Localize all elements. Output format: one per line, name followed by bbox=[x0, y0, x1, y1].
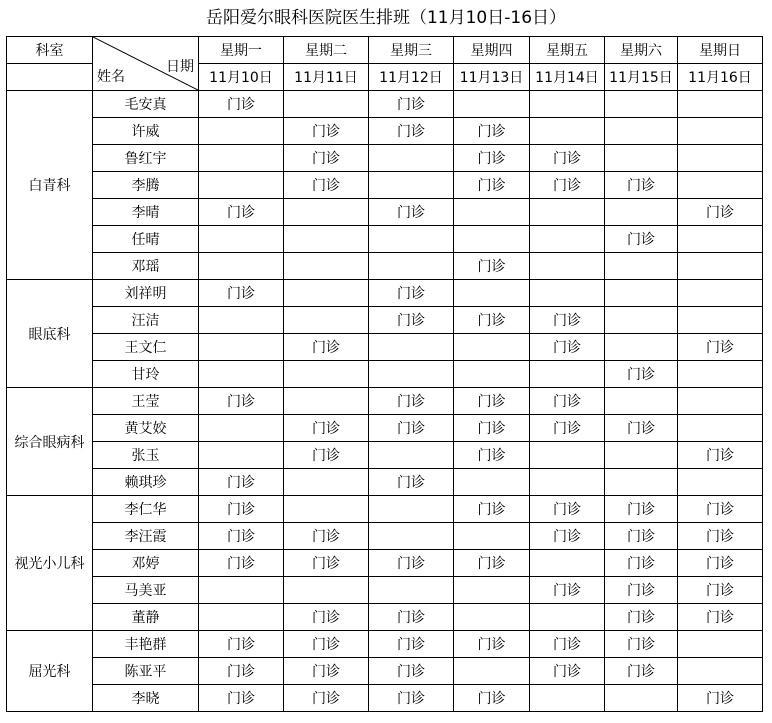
table-row bbox=[7, 658, 763, 685]
shift-cell: 门诊 bbox=[678, 550, 763, 577]
shift-cell bbox=[369, 253, 454, 280]
table-row bbox=[7, 685, 763, 712]
doctor-name-cell: 陈亚平 bbox=[93, 658, 199, 685]
table-row bbox=[7, 415, 763, 442]
table-row bbox=[7, 604, 763, 631]
shift-cell bbox=[454, 226, 530, 253]
table-row bbox=[7, 496, 763, 523]
shift-cell: 门诊 bbox=[678, 199, 763, 226]
shift-cell bbox=[454, 91, 530, 118]
shift-cell bbox=[199, 118, 284, 145]
schedule-table bbox=[6, 36, 763, 712]
shift-cell: 门诊 bbox=[369, 658, 454, 685]
shift-cell: 门诊 bbox=[605, 604, 678, 631]
table-row bbox=[7, 226, 763, 253]
shift-cell: 门诊 bbox=[678, 685, 763, 712]
doctor-name-cell: 甘玲 bbox=[93, 361, 199, 388]
shift-cell bbox=[678, 280, 763, 307]
shift-cell bbox=[678, 226, 763, 253]
department-cell: 综合眼病科 bbox=[7, 388, 93, 496]
shift-cell: 门诊 bbox=[530, 307, 605, 334]
shift-cell bbox=[369, 172, 454, 199]
shift-cell bbox=[678, 469, 763, 496]
table-row bbox=[7, 469, 763, 496]
shift-cell bbox=[678, 388, 763, 415]
doctor-name-cell: 许威 bbox=[93, 118, 199, 145]
shift-cell: 门诊 bbox=[369, 118, 454, 145]
shift-cell: 门诊 bbox=[199, 91, 284, 118]
table-row bbox=[7, 631, 763, 658]
doctor-name-cell: 董静 bbox=[93, 604, 199, 631]
date-header: 11月12日 bbox=[369, 64, 454, 91]
shift-cell: 门诊 bbox=[369, 199, 454, 226]
name-header-label: 姓名 bbox=[97, 69, 125, 85]
shift-cell bbox=[530, 685, 605, 712]
shift-cell: 门诊 bbox=[284, 550, 369, 577]
shift-cell bbox=[369, 361, 454, 388]
shift-cell bbox=[530, 91, 605, 118]
date-header: 11月13日 bbox=[454, 64, 530, 91]
shift-cell bbox=[605, 388, 678, 415]
doctor-name-cell: 马美亚 bbox=[93, 577, 199, 604]
shift-cell bbox=[199, 253, 284, 280]
shift-cell bbox=[605, 118, 678, 145]
department-cell: 视光小儿科 bbox=[7, 496, 93, 631]
table-row bbox=[7, 118, 763, 145]
shift-cell: 门诊 bbox=[530, 388, 605, 415]
shift-cell bbox=[454, 523, 530, 550]
shift-cell bbox=[199, 334, 284, 361]
shift-cell: 门诊 bbox=[369, 415, 454, 442]
shift-cell: 门诊 bbox=[369, 307, 454, 334]
shift-cell: 门诊 bbox=[369, 280, 454, 307]
shift-cell bbox=[454, 604, 530, 631]
shift-cell: 门诊 bbox=[369, 388, 454, 415]
doctor-name-cell: 任晴 bbox=[93, 226, 199, 253]
shift-cell bbox=[530, 604, 605, 631]
doctor-name-cell: 张玉 bbox=[93, 442, 199, 469]
shift-cell: 门诊 bbox=[369, 91, 454, 118]
table-row bbox=[7, 145, 763, 172]
shift-cell: 门诊 bbox=[284, 334, 369, 361]
table-row bbox=[7, 253, 763, 280]
table-row bbox=[7, 550, 763, 577]
shift-cell bbox=[199, 577, 284, 604]
shift-cell: 门诊 bbox=[530, 496, 605, 523]
shift-cell: 门诊 bbox=[454, 631, 530, 658]
weekday-header: 星期二 bbox=[284, 37, 369, 64]
shift-cell: 门诊 bbox=[284, 145, 369, 172]
shift-cell: 门诊 bbox=[199, 631, 284, 658]
shift-cell: 门诊 bbox=[454, 307, 530, 334]
shift-cell: 门诊 bbox=[199, 280, 284, 307]
shift-cell: 门诊 bbox=[284, 118, 369, 145]
shift-cell: 门诊 bbox=[369, 631, 454, 658]
doctor-name-cell: 黄艾姣 bbox=[93, 415, 199, 442]
table-row bbox=[7, 199, 763, 226]
shift-cell bbox=[530, 226, 605, 253]
shift-cell: 门诊 bbox=[530, 523, 605, 550]
shift-cell bbox=[454, 469, 530, 496]
shift-cell bbox=[678, 91, 763, 118]
shift-cell: 门诊 bbox=[369, 685, 454, 712]
shift-cell bbox=[199, 442, 284, 469]
doctor-name-cell: 丰艳群 bbox=[93, 631, 199, 658]
table-row bbox=[7, 361, 763, 388]
weekday-header: 星期日 bbox=[678, 37, 763, 64]
shift-cell bbox=[284, 388, 369, 415]
department-cell: 眼底科 bbox=[7, 280, 93, 388]
shift-cell bbox=[605, 280, 678, 307]
shift-cell bbox=[199, 604, 284, 631]
shift-cell bbox=[530, 550, 605, 577]
shift-cell bbox=[199, 145, 284, 172]
shift-cell bbox=[678, 118, 763, 145]
shift-cell bbox=[454, 577, 530, 604]
table-row bbox=[7, 577, 763, 604]
shift-cell: 门诊 bbox=[369, 604, 454, 631]
shift-cell: 门诊 bbox=[530, 145, 605, 172]
shift-cell: 门诊 bbox=[199, 199, 284, 226]
shift-cell bbox=[530, 253, 605, 280]
shift-cell: 门诊 bbox=[605, 550, 678, 577]
doctor-name-cell: 赖琪珍 bbox=[93, 469, 199, 496]
shift-cell bbox=[605, 469, 678, 496]
shift-cell: 门诊 bbox=[454, 145, 530, 172]
shift-cell: 门诊 bbox=[530, 415, 605, 442]
shift-cell: 门诊 bbox=[199, 685, 284, 712]
shift-cell: 门诊 bbox=[454, 496, 530, 523]
shift-cell: 门诊 bbox=[678, 496, 763, 523]
shift-cell: 门诊 bbox=[530, 658, 605, 685]
shift-cell: 门诊 bbox=[284, 631, 369, 658]
shift-cell bbox=[284, 199, 369, 226]
shift-cell: 门诊 bbox=[454, 685, 530, 712]
shift-cell: 门诊 bbox=[605, 415, 678, 442]
shift-cell bbox=[605, 91, 678, 118]
date-header: 11月16日 bbox=[678, 64, 763, 91]
shift-cell bbox=[284, 91, 369, 118]
doctor-name-cell: 邓瑶 bbox=[93, 253, 199, 280]
shift-cell: 门诊 bbox=[530, 172, 605, 199]
shift-cell bbox=[454, 199, 530, 226]
weekday-header: 星期六 bbox=[605, 37, 678, 64]
shift-cell: 门诊 bbox=[605, 658, 678, 685]
shift-cell bbox=[678, 145, 763, 172]
shift-cell bbox=[530, 118, 605, 145]
doctor-name-cell: 刘祥明 bbox=[93, 280, 199, 307]
shift-cell: 门诊 bbox=[284, 523, 369, 550]
doctor-name-cell: 李汪霞 bbox=[93, 523, 199, 550]
shift-cell bbox=[530, 469, 605, 496]
shift-cell: 门诊 bbox=[605, 226, 678, 253]
weekday-header: 星期五 bbox=[530, 37, 605, 64]
shift-cell bbox=[199, 415, 284, 442]
weekday-header: 星期一 bbox=[199, 37, 284, 64]
shift-cell: 门诊 bbox=[454, 550, 530, 577]
shift-cell bbox=[369, 523, 454, 550]
shift-cell bbox=[284, 469, 369, 496]
shift-cell: 门诊 bbox=[678, 442, 763, 469]
shift-cell bbox=[605, 199, 678, 226]
shift-cell bbox=[678, 415, 763, 442]
shift-cell: 门诊 bbox=[530, 631, 605, 658]
doctor-name-cell: 鲁红宇 bbox=[93, 145, 199, 172]
shift-cell bbox=[284, 496, 369, 523]
shift-cell: 门诊 bbox=[199, 388, 284, 415]
shift-cell: 门诊 bbox=[369, 469, 454, 496]
shift-cell bbox=[605, 685, 678, 712]
diagonal-header-cell bbox=[93, 37, 199, 91]
doctor-name-cell: 李腾 bbox=[93, 172, 199, 199]
shift-cell bbox=[369, 442, 454, 469]
page-title: 岳阳爱尔眼科医院医生排班（11月10日-16日） bbox=[205, 8, 567, 28]
table-row bbox=[7, 334, 763, 361]
shift-cell: 门诊 bbox=[284, 685, 369, 712]
shift-cell bbox=[369, 226, 454, 253]
shift-cell bbox=[678, 361, 763, 388]
weekday-header: 星期四 bbox=[454, 37, 530, 64]
doctor-name-cell: 王莹 bbox=[93, 388, 199, 415]
table-row bbox=[7, 523, 763, 550]
shift-cell bbox=[284, 253, 369, 280]
shift-cell bbox=[369, 496, 454, 523]
shift-cell bbox=[284, 280, 369, 307]
shift-cell bbox=[605, 442, 678, 469]
shift-cell: 门诊 bbox=[284, 415, 369, 442]
shift-cell bbox=[199, 172, 284, 199]
shift-cell: 门诊 bbox=[678, 577, 763, 604]
table-row bbox=[7, 442, 763, 469]
shift-cell bbox=[678, 253, 763, 280]
shift-cell bbox=[605, 145, 678, 172]
shift-cell bbox=[678, 172, 763, 199]
shift-cell: 门诊 bbox=[530, 334, 605, 361]
table-row bbox=[7, 388, 763, 415]
shift-cell: 门诊 bbox=[284, 172, 369, 199]
shift-cell: 门诊 bbox=[454, 172, 530, 199]
shift-cell bbox=[605, 253, 678, 280]
dept-header-continued bbox=[7, 64, 93, 91]
shift-cell bbox=[530, 442, 605, 469]
dept-header: 科室 bbox=[7, 37, 93, 64]
table-row bbox=[7, 307, 763, 334]
shift-cell: 门诊 bbox=[605, 523, 678, 550]
doctor-name-cell: 邓婷 bbox=[93, 550, 199, 577]
shift-cell: 门诊 bbox=[454, 415, 530, 442]
shift-cell: 门诊 bbox=[284, 442, 369, 469]
date-header: 11月15日 bbox=[605, 64, 678, 91]
department-cell: 白青科 bbox=[7, 91, 93, 280]
shift-cell bbox=[369, 577, 454, 604]
shift-cell bbox=[454, 658, 530, 685]
shift-cell bbox=[605, 334, 678, 361]
shift-cell: 门诊 bbox=[605, 631, 678, 658]
shift-cell: 门诊 bbox=[454, 253, 530, 280]
weekday-header: 星期三 bbox=[369, 37, 454, 64]
doctor-name-cell: 王文仁 bbox=[93, 334, 199, 361]
shift-cell bbox=[199, 307, 284, 334]
shift-cell: 门诊 bbox=[369, 550, 454, 577]
shift-cell: 门诊 bbox=[605, 172, 678, 199]
shift-cell bbox=[530, 199, 605, 226]
date-header: 11月10日 bbox=[199, 64, 284, 91]
doctor-name-cell: 汪洁 bbox=[93, 307, 199, 334]
shift-cell: 门诊 bbox=[199, 496, 284, 523]
schedule-body bbox=[7, 37, 763, 712]
shift-cell bbox=[199, 226, 284, 253]
shift-cell: 门诊 bbox=[678, 334, 763, 361]
table-row bbox=[7, 280, 763, 307]
doctor-name-cell: 李仁华 bbox=[93, 496, 199, 523]
shift-cell bbox=[454, 280, 530, 307]
shift-cell: 门诊 bbox=[199, 469, 284, 496]
shift-cell: 门诊 bbox=[678, 523, 763, 550]
shift-cell: 门诊 bbox=[199, 523, 284, 550]
shift-cell bbox=[530, 280, 605, 307]
shift-cell: 门诊 bbox=[678, 604, 763, 631]
shift-cell: 门诊 bbox=[454, 118, 530, 145]
shift-cell: 门诊 bbox=[530, 577, 605, 604]
shift-cell bbox=[605, 307, 678, 334]
shift-cell bbox=[530, 361, 605, 388]
shift-cell bbox=[369, 145, 454, 172]
shift-cell bbox=[678, 658, 763, 685]
shift-cell bbox=[199, 361, 284, 388]
header-row-weekdays bbox=[7, 37, 763, 64]
table-row bbox=[7, 91, 763, 118]
doctor-name-cell: 毛安真 bbox=[93, 91, 199, 118]
shift-cell: 门诊 bbox=[605, 361, 678, 388]
shift-cell: 门诊 bbox=[284, 604, 369, 631]
shift-cell: 门诊 bbox=[605, 577, 678, 604]
department-cell: 屈光科 bbox=[7, 631, 93, 712]
date-header: 11月11日 bbox=[284, 64, 369, 91]
shift-cell bbox=[284, 226, 369, 253]
shift-cell bbox=[284, 307, 369, 334]
shift-cell bbox=[454, 361, 530, 388]
table-row bbox=[7, 172, 763, 199]
shift-cell bbox=[678, 631, 763, 658]
shift-cell bbox=[284, 577, 369, 604]
doctor-name-cell: 李晴 bbox=[93, 199, 199, 226]
date-header-label: 日期 bbox=[166, 59, 194, 75]
shift-cell bbox=[678, 307, 763, 334]
shift-cell bbox=[284, 361, 369, 388]
shift-cell: 门诊 bbox=[199, 550, 284, 577]
shift-cell: 门诊 bbox=[454, 442, 530, 469]
shift-cell: 门诊 bbox=[199, 658, 284, 685]
shift-cell: 门诊 bbox=[454, 388, 530, 415]
shift-cell bbox=[454, 334, 530, 361]
date-header: 11月14日 bbox=[530, 64, 605, 91]
doctor-name-cell: 李晓 bbox=[93, 685, 199, 712]
shift-cell bbox=[369, 334, 454, 361]
shift-cell: 门诊 bbox=[284, 658, 369, 685]
shift-cell: 门诊 bbox=[605, 496, 678, 523]
